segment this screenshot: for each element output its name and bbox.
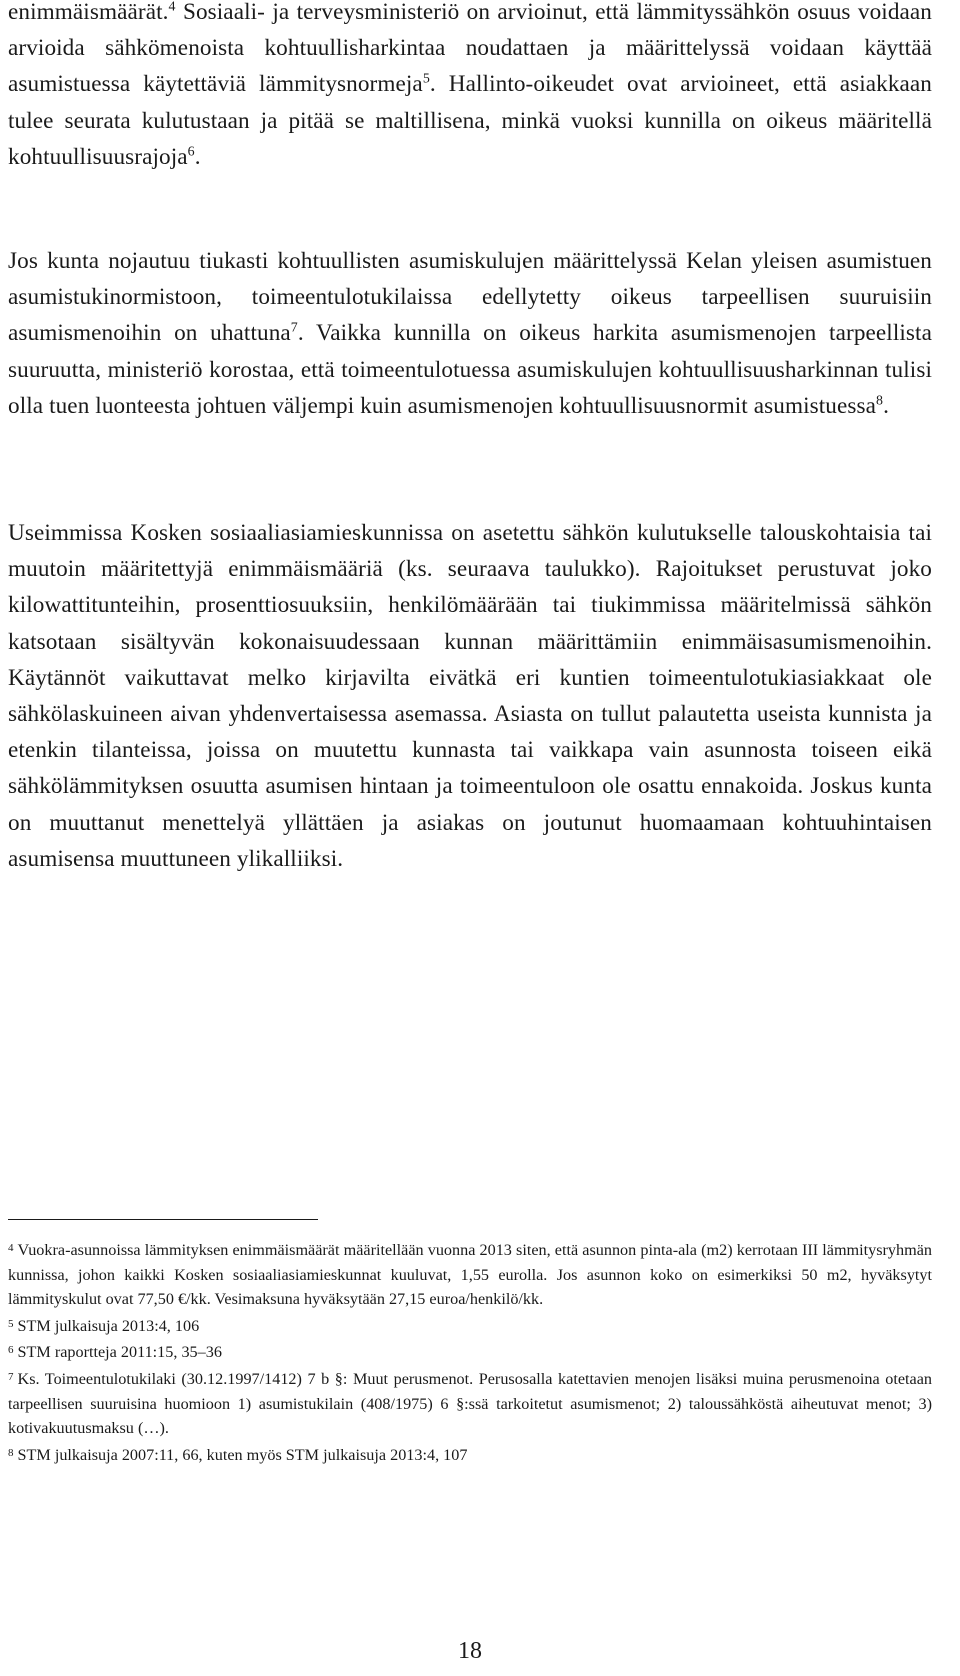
page-number: 18 xyxy=(458,1638,482,1664)
paragraph-1-text-c: . Hallinto-oikeudet ovat arvioineet, että asiakkaan tulee seurata kulutustaan ja pitää se maltillisena, minkä vuoksi kunnilla on oikeus määritellä kohtuullisuusrajoja xyxy=(8,71,933,170)
footnote-4 xyxy=(8,1236,932,1312)
footnotes xyxy=(8,1236,932,1467)
footnote-text: STM raportteja 2011:15, 35–36 xyxy=(17,1343,222,1362)
footnote-ref-6: 6 xyxy=(187,144,195,160)
footnote-5 xyxy=(8,1312,932,1339)
footnote-number: 8 xyxy=(8,1446,14,1459)
footnote-6 xyxy=(8,1338,932,1365)
paragraph-1-text-d: . xyxy=(194,143,201,170)
footnote-text: Vuokra-asunnoissa lämmityksen enimmäismäärät määritellään vuonna 2013 siten, että asunnon pinta-ala (m2) kerrotaan III lämmitysryhmän kunnissa, johon kaikki Kosken sosiaaliasiamieskunnat kuuluvat, 1,55 eurolla. Jos asunnon koko on esimerkiksi 50 m2, hyväksytyt lämmityskulut ovat 77,50 €/kk. Vesimaksuna hyväksytään 27,15 euroa/henkilö/kk. xyxy=(8,1241,932,1309)
body-paragraph-3: Useimmissa Kosken sosiaaliasiamieskunnissa on asetettu sähkön kulutukselle talouskohtaisia tai muutoin määritettyjä enimmäismääriä (ks. seuraava taulukko). Rajoitukset perustuvat joko kilowattitunteihin, prosenttiosuuksiin, henkilömäärään tai tiukimmissa määritelmissä sähkön katsotaan sisältyvän kokonaisuudessaan kunnan määrittämiin enimmäisasumismenoihin. Käytännöt vaikuttavat melko kirjavilta eivätkä eri kuntien toimeentulotukiasiakkaat ole sähkölaskuineen aivan yhdenvertaisessa asemassa. Asiasta on tullut palautetta useista kunnista ja etenkin tilanteissa, joissa on muutettu kunnasta tai vaikkapa vain asunnosta toiseen eikä sähkölämmityksen osuutta asumisen hintaan ja toimeentuloon ole osattu ennakoida. Joskus kunta on muuttanut menettelyä yllättäen ja asiakas on joutunut huomaamaan kohtuuhintaisen asumisensa muuttuneen ylikalliiksi. xyxy=(8,520,932,872)
body-paragraph-2 xyxy=(8,243,932,424)
footnote-7 xyxy=(8,1365,932,1441)
footnote-number: 4 xyxy=(8,1242,14,1254)
footnote-number: 5 xyxy=(8,1317,14,1330)
paragraph-1-text-b: Sosiaali- ja terveysministeriö on arvioinut, että lämmityssähkön osuus voidaan arvioida sähkömenoista kohtuullisharkintaa noudattaen ja määrittelyssä voidaan käyttää asumistuessa käytettäviä lämmitysnormeja xyxy=(8,0,932,98)
footnote-text: STM julkaisuja 2007:11, 66, kuten myös STM julkaisuja 2013:4, 107 xyxy=(17,1445,468,1464)
footnote-ref-7: 7 xyxy=(290,320,298,336)
footnote-text: Ks. Toimeentulotukilaki (30.12.1997/1412) 7 b §: Muut perusmenot. Perusosalla katettavien menojen lisäksi muina perusmenoina otetaan tarpeellisen suuruisina huomioon 1) asumistukilain (408/1975) 6 §:ssä tarkoitetut asumismenot; 2) taloussähköstä aiheutuvat menot; 3) kotivakuutusmaksu (…). xyxy=(8,1369,932,1438)
footnote-ref-8: 8 xyxy=(876,393,884,409)
document-page xyxy=(8,0,932,1676)
paragraph-2-text-b: . Vaikka kunnilla on oikeus harkita asumismenojen tarpeellista suuruutta, ministeriö korostaa, että toimeentulotuessa asumiskulujen kohtuullisuusharkinnan tulisi olla tuen luonteesta johtuen väljempi kuin asumismenojen kohtuullisuusnormit asumistuessa xyxy=(8,320,932,419)
footnote-8 xyxy=(8,1441,932,1468)
paragraph-2-text-c: . xyxy=(883,392,889,419)
footnote-text: STM julkaisuja 2013:4, 106 xyxy=(17,1316,200,1335)
footnote-ref-5: 5 xyxy=(422,71,430,87)
footnote-ref-4: 4 xyxy=(168,0,176,15)
footnote-number: 6 xyxy=(8,1344,14,1357)
footnote-separator xyxy=(8,1219,318,1220)
paragraph-1-text-a: enimmäismäärät. xyxy=(8,0,169,25)
paragraph-2-text-a: Jos kunta nojautuu tiukasti kohtuullisten asumiskulujen määrittelyssä Kelan yleisen asumistuen asumistukinormistoon, toimeentulotukilaissa edellytetty oikeus tarpeellisen suuruisiin asumismenoihin on uhattuna xyxy=(8,248,932,347)
footnote-number: 7 xyxy=(8,1370,14,1383)
body-paragraph-1 xyxy=(8,0,932,175)
